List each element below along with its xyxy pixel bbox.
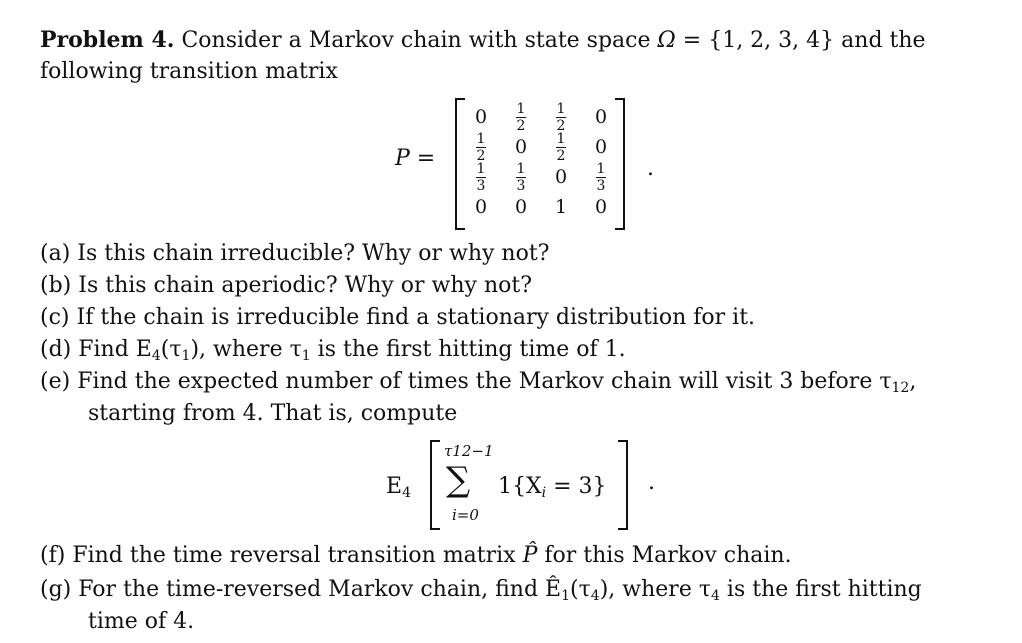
item-e — [40, 369, 916, 401]
item-g-t1: For the time-reversed Markov chain, find Ê — [78, 577, 562, 602]
item-d-sub2: 1 — [181, 348, 191, 364]
p-hat-symbol: P̂ — [522, 543, 538, 568]
item-d-t4: is the first hitting time of 1. — [310, 337, 626, 362]
matrix-cell-r3-c2: $\frac{1}{3}$ — [516, 160, 526, 194]
heading-text3: following transition matrix — [40, 59, 338, 84]
item-e-line2-text: starting from 4. That is, compute — [88, 401, 458, 426]
sigma-symbol: ∑ — [446, 460, 471, 500]
item-g-label: (g) — [40, 577, 72, 602]
item-f — [40, 543, 792, 569]
indicator-term: $1\{X_i = 3\}$ — [498, 474, 607, 501]
matrix-cell-r1-c1: 0 — [474, 106, 488, 128]
matrix-lhs: P = — [395, 146, 436, 171]
item-e-t2: , — [909, 369, 917, 394]
sum-left-bracket — [430, 440, 440, 530]
matrix-cell-r2-c1: $\frac{1}{2}$ — [476, 130, 486, 164]
item-e-line2 — [88, 401, 457, 427]
sum-period: . — [648, 470, 655, 495]
item-d-t2: (τ — [160, 337, 182, 362]
omega-symbol: Ω — [657, 28, 676, 53]
problem-label: Problem 4. — [40, 27, 175, 53]
item-a-text: Is this chain irreducible? Why or why not? — [77, 241, 550, 266]
matrix-cell-r1-c4: 0 — [594, 106, 608, 128]
item-d-t3: ), where τ — [190, 337, 302, 362]
item-g-t2: (τ — [570, 577, 591, 602]
matrix-cell-r1-c3: $\frac{1}{2}$ — [556, 100, 566, 134]
matrix-cell-r4-c3: 1 — [554, 196, 568, 218]
item-b-text: Is this chain aperiodic? Why or why not? — [78, 273, 533, 298]
item-g-t4: is the first hitting — [719, 577, 922, 602]
matrix-cell-r4-c1: 0 — [474, 196, 488, 218]
matrix-period: . — [647, 156, 654, 181]
sum-lower-limit: i=0 — [452, 506, 479, 524]
item-e-t1: Find the expected number of times the Markov chain will visit 3 before τ — [77, 369, 892, 394]
item-d-t1: Find E — [78, 337, 152, 362]
expectation-operator: $E_4$ — [386, 474, 411, 501]
matrix-cell-r4-c4: 0 — [594, 196, 608, 218]
item-f-label: (f) — [40, 543, 66, 568]
transition-matrix — [461, 102, 621, 224]
matrix-cell-r3-c1: $\frac{1}{3}$ — [476, 160, 486, 194]
heading-text1: Consider a Markov chain with state space — [181, 28, 651, 53]
state-set: {1, 2, 3, 4} — [708, 28, 835, 53]
item-d-label: (d) — [40, 337, 72, 362]
matrix-cell-r2-c3: $\frac{1}{2}$ — [556, 130, 566, 164]
item-a — [40, 241, 549, 267]
item-f-t1: Find the time reversal transition matrix — [72, 543, 523, 568]
matrix-right-bracket — [615, 98, 625, 230]
matrix-cell-r1-c2: $\frac{1}{2}$ — [516, 100, 526, 134]
heading-text2: and the — [841, 28, 926, 53]
sum-right-bracket — [618, 440, 628, 530]
matrix-cell-r4-c2: 0 — [514, 196, 528, 218]
item-g-line2 — [88, 609, 194, 635]
item-g-sub2: 4 — [590, 588, 600, 604]
item-d — [40, 337, 626, 369]
item-a-label: (a) — [40, 241, 71, 266]
problem-heading-line1 — [40, 27, 926, 54]
item-c — [40, 305, 755, 331]
item-c-text: If the chain is irreducible find a stationary distribution for it. — [76, 305, 756, 330]
matrix-cell-r3-c3: 0 — [554, 166, 568, 188]
item-e-label: (e) — [40, 369, 71, 394]
item-g-sub3: 4 — [711, 588, 720, 604]
item-c-label: (c) — [40, 305, 70, 330]
item-f-t2: for this Markov chain. — [537, 543, 792, 568]
transition-matrix-equation — [385, 98, 655, 228]
item-g-line2-text: time of 4. — [88, 609, 195, 634]
problem-heading-line2 — [40, 59, 338, 85]
expected-sum-expression — [386, 440, 686, 535]
sum-upper-limit: τ12−1 — [444, 442, 494, 460]
item-d-sub1: 4 — [151, 348, 161, 364]
item-g-t3: ), where τ — [599, 577, 712, 602]
item-e-sub1: 12 — [891, 380, 910, 396]
equals-sign: = — [682, 28, 702, 53]
item-g — [40, 577, 922, 609]
item-b — [40, 273, 532, 299]
item-b-label: (b) — [40, 273, 72, 298]
matrix-cell-r2-c2: 0 — [514, 136, 528, 158]
item-d-sub3: 1 — [301, 348, 311, 364]
matrix-cell-r3-c4: $\frac{1}{3}$ — [596, 160, 606, 194]
matrix-cell-r2-c4: 0 — [594, 136, 608, 158]
item-g-sub1: 1 — [561, 588, 571, 604]
